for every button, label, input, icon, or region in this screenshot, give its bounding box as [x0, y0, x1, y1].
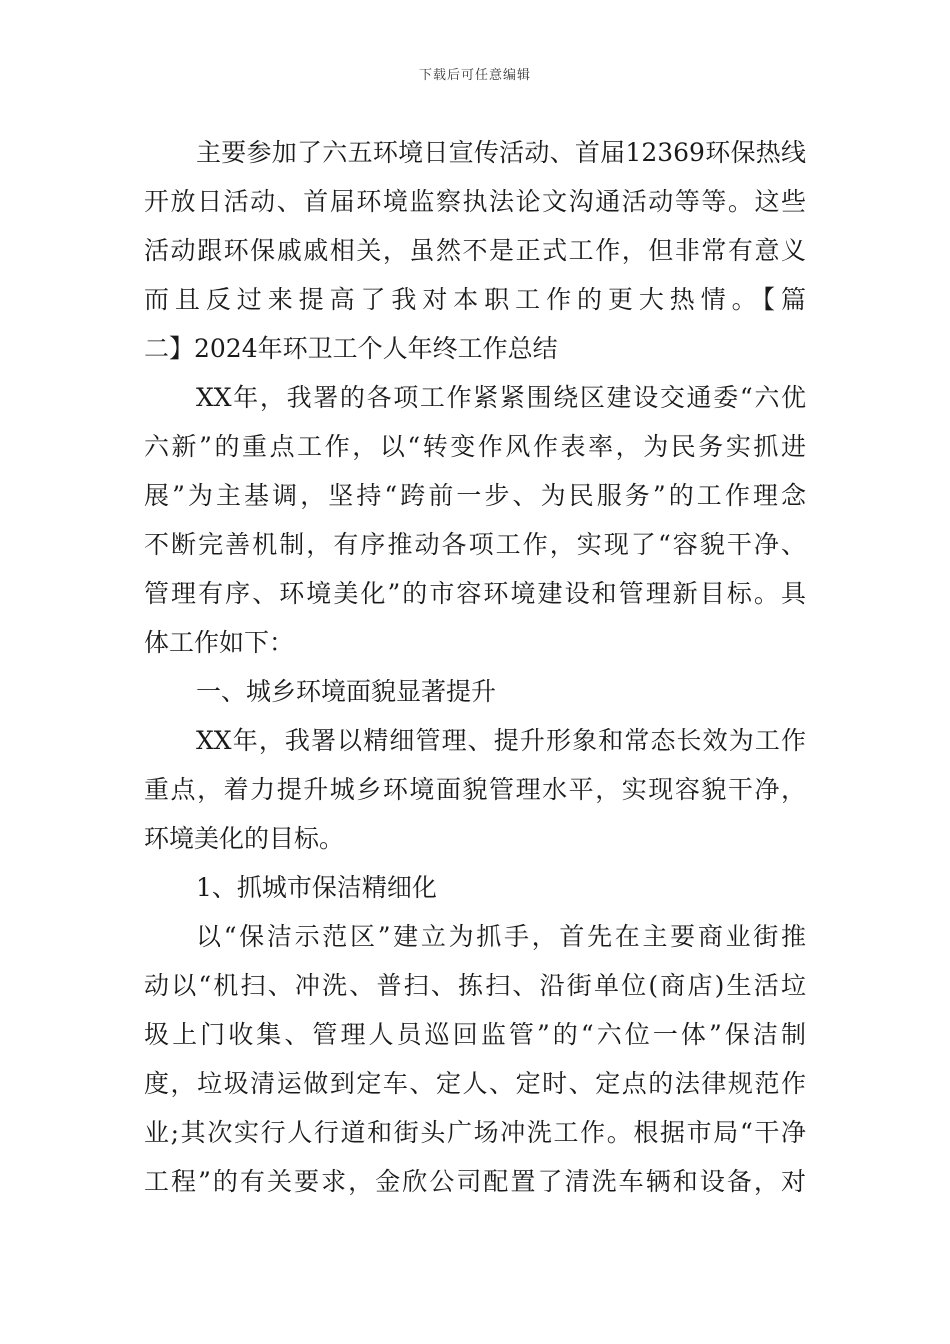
text-line: 业;其次实行人行道和街头广场冲洗工作。根据市局“干净: [144, 1118, 806, 1147]
text-line: 动以“机扫、冲洗、普扫、拣扫、沿街单位(商店)生活垃: [144, 971, 806, 1000]
text-line: 工程”的有关要求，金欣公司配置了清洗车辆和设备，对: [144, 1167, 806, 1196]
text-line: XX年，我署以精细管理、提升形象和常态长效为工作: [196, 726, 806, 755]
text-line: 1、抓城市保洁精细化: [196, 873, 437, 902]
page-header-note: 下载后可任意编辑: [418, 68, 531, 83]
text-line: 不断完善机制，有序推动各项工作，实现了“容貌干净、: [144, 530, 806, 559]
text-line: 一、城乡环境面貌显著提升: [196, 677, 497, 706]
text-line: 开放日活动、首届环境监察执法论文沟通活动等等。这些: [144, 187, 806, 216]
text-line: 圾上门收集、管理人员巡回监管”的“六位一体”保洁制: [144, 1020, 806, 1049]
text-line: 六新”的重点工作，以“转变作风作表率，为民务实抓进: [144, 432, 806, 461]
text-line: XX年，我署的各项工作紧紧围绕区建设交通委“六优: [196, 383, 806, 412]
text-line: 二】2024年环卫工个人年终工作总结: [144, 334, 558, 363]
text-line: 以“保洁示范区”建立为抓手，首先在主要商业街推: [196, 922, 806, 951]
text-line: 管理有序、环境美化”的市容环境建设和管理新目标。具: [144, 579, 806, 608]
text-line: 重点，着力提升城乡环境面貌管理水平，实现容貌干净，: [144, 775, 806, 804]
text-line: 环境美化的目标。: [144, 824, 345, 853]
document-body: [144, 128, 806, 1206]
text-line: 活动跟环保戚戚相关，虽然不是正式工作，但非常有意义: [144, 236, 806, 265]
text-line: 而且反过来提高了我对本职工作的更大热情。【篇: [144, 285, 806, 314]
text-line: 体工作如下：: [144, 628, 295, 657]
text-line: 展”为主基调，坚持“跨前一步、为民服务”的工作理念: [144, 481, 806, 510]
text-line: 主要参加了六五环境日宣传活动、首届12369环保热线: [196, 138, 806, 167]
text-line: 度，垃圾清运做到定车、定人、定时、定点的法律规范作: [144, 1069, 806, 1098]
